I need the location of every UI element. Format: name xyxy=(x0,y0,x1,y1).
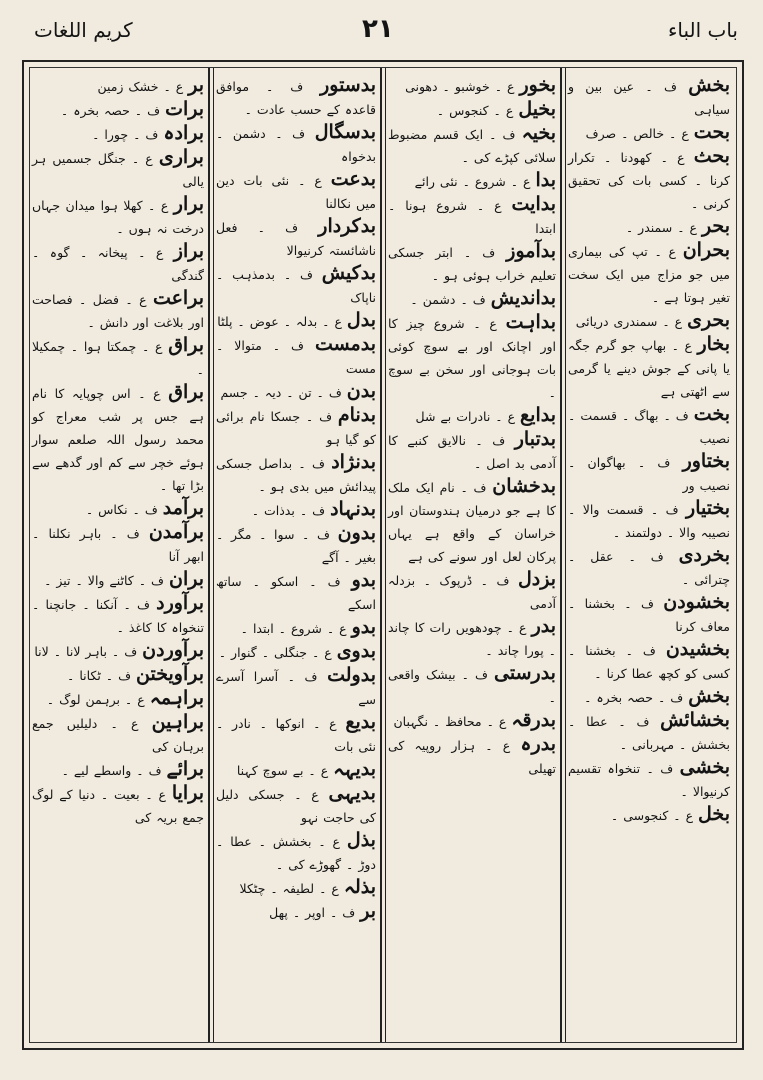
dictionary-entry xyxy=(216,168,376,215)
entry-headword: بذلہ xyxy=(343,876,376,898)
dictionary-column-3 xyxy=(210,68,382,1042)
entry-headword: برآمد xyxy=(162,497,204,519)
dictionary-column-4 xyxy=(26,68,210,1042)
entry-headword: بر xyxy=(188,74,204,96)
entry-headword: بخشی xyxy=(679,756,730,778)
entry-headword: بداندیش xyxy=(490,287,556,309)
entry-definition: ع ۔ انوکھا ۔ نادر ۔ نئی بات xyxy=(216,716,376,754)
entry-definition: ف ۔ ابتر جسکی تعلیم خراب ہوئی ہو ۔ xyxy=(388,245,556,283)
dictionary-entry xyxy=(32,122,204,146)
dictionary-entry xyxy=(568,685,730,709)
entry-headword: بخشودن xyxy=(663,591,730,613)
entry-headword: براہمہ xyxy=(149,687,204,709)
entry-definition: ع ۔ شروع ۔ ابتدا ۔ xyxy=(240,621,347,636)
entry-headword: بخیہ xyxy=(521,122,556,144)
dictionary-entry xyxy=(32,146,204,193)
entry-headword: برایا xyxy=(171,782,204,804)
dictionary-entry xyxy=(568,239,730,309)
entry-definition: ف ۔ قسمت والا ۔ نصیبہ والا ۔ دولتمند ۔ xyxy=(568,502,730,540)
entry-definition: ع ۔ لطیفہ ۔ چٹکلا xyxy=(239,881,339,896)
entry-definition: ف ۔ آسرا آسرے سے xyxy=(216,669,376,707)
dictionary-entry xyxy=(216,758,376,782)
entry-headword: بدستور xyxy=(320,74,376,96)
entry-headword: بداہت xyxy=(505,311,556,333)
entry-definition: ف ۔ دشمن ۔ بدخواہ xyxy=(216,126,376,164)
entry-definition: ف ۔ نام ایک ملک کا ہے جو درمیان ہندوستان اور خراسان کے واقع ہے یہاں پرکان لعل اور سونے کی ہے xyxy=(388,480,556,564)
entry-headword: بدن xyxy=(346,380,376,402)
entry-definition: ع ۔ محافظ ۔ نگہبان xyxy=(393,714,507,729)
entry-definition: ع ۔ بدلہ ۔ عوض ۔ پلٹا xyxy=(217,314,342,329)
entry-definition: ع ۔ کنجوسی ۔ xyxy=(610,808,694,823)
dictionary-entry xyxy=(216,876,376,900)
entry-definition: ع ۔ اس چوپایہ کا نام ہے جس پر شب معراج کو محمد رسول اللہ صلعم سوار ہوئے خچر سے کم اور گدھے سے بڑا تھا ۔ xyxy=(32,386,204,493)
dictionary-entry xyxy=(388,74,556,98)
dictionary-entry xyxy=(388,240,556,287)
entry-headword: برادہ xyxy=(163,122,204,144)
dictionary-entry xyxy=(32,782,204,829)
entry-headword: بدسگال xyxy=(314,121,376,143)
entry-definition: ف ۔ عقل ۔ چترائی ۔ xyxy=(568,549,730,587)
entry-definition: ع ۔ جنگلی ۔ گنوار ۔ xyxy=(218,645,332,660)
entry-definition: ف ۔ تن ۔ دیہ ۔ جسم xyxy=(220,385,342,400)
dictionary-entry xyxy=(216,121,376,168)
dictionary-entry xyxy=(32,240,204,287)
entry-headword: برآورد xyxy=(156,592,204,614)
entry-headword: براری xyxy=(158,146,204,168)
entry-headword: بختاور xyxy=(682,450,730,472)
entry-definition: ع ۔ دلیلیں جمع برہان کی xyxy=(32,716,204,754)
entry-definition: ف ۔ دشمن ۔ xyxy=(410,292,486,307)
entry-headword: بخش xyxy=(688,74,730,96)
dictionary-entry xyxy=(216,711,376,758)
entry-definition: ف ۔ بدمذہب ۔ ناپاک xyxy=(216,267,376,305)
dictionary-entry xyxy=(216,900,376,924)
entry-headword: بدرستی xyxy=(494,662,556,684)
entry-headword: بحت xyxy=(693,121,730,143)
dictionary-entry xyxy=(216,829,376,876)
dictionary-entry xyxy=(568,333,730,403)
entry-headword: بدایع xyxy=(520,404,556,426)
dictionary-entry xyxy=(388,122,556,169)
dictionary-entry xyxy=(216,616,376,640)
entry-definition: ف ۔ متوالا ۔ مست xyxy=(216,338,376,376)
entry-headword: بدنژاد xyxy=(331,451,376,473)
dictionary-entry xyxy=(32,639,204,663)
entry-definition: ف ۔ آنکنا ۔ جانچنا ۔ تنخواہ کا کاغذ ۔ xyxy=(32,597,204,635)
dictionary-entry xyxy=(216,262,376,309)
entry-definition: ف ۔ بخشنا ۔ کسی کو کچھ عطا کرنا ۔ xyxy=(568,643,730,681)
dictionary-entry xyxy=(568,450,730,497)
entry-headword: بحر xyxy=(701,215,730,237)
dictionary-entry xyxy=(32,521,204,568)
entry-definition: ف ۔ جسکا نام برائی کو گیا ہو xyxy=(216,409,376,447)
entry-headword: بدل xyxy=(346,309,376,331)
entry-definition: ف ۔ اسکو ۔ ساتھ اسکے xyxy=(216,574,376,612)
entry-definition: ع ۔ بخشش ۔ عطا ۔ دوڑ ۔ گھوڑے کی ۔ xyxy=(216,834,376,872)
entry-headword: براز xyxy=(173,240,204,262)
entry-definition: ع ۔ خوشبو ۔ دھونی xyxy=(405,79,515,94)
entry-headword: بحران xyxy=(682,239,730,261)
dictionary-entry xyxy=(32,497,204,521)
entry-headword: بدیہہ xyxy=(333,758,376,780)
entry-definition: ف ۔ بداصل جسکی پیدائش میں بدی ہو ۔ xyxy=(216,456,376,494)
entry-definition: ع ۔ بعیت ۔ دنیا کے لوگ جمع بریہ کی xyxy=(32,787,204,825)
entry-definition: ع ۔ کھودنا ۔ تکرار کرنا ۔ کسی بات کی تحقیق کرنی ۔ xyxy=(568,150,730,211)
entry-definition: ف ۔ واسطے لیے ۔ xyxy=(61,763,162,778)
dictionary-entry xyxy=(568,709,730,756)
dictionary-entry xyxy=(32,381,204,497)
entry-definition: ع ۔ شروع ۔ نئی رائے xyxy=(414,174,531,189)
dictionary-column-1 xyxy=(562,68,736,1042)
dictionary-entry xyxy=(388,615,556,662)
dictionary-entry xyxy=(32,98,204,122)
entry-headword: بدنام xyxy=(337,404,376,426)
dictionary-entry xyxy=(568,544,730,591)
entry-definition: ع ۔ چمکتا ہوا ۔ چمکیلا ۔ xyxy=(32,339,204,377)
entry-headword: بدیع xyxy=(345,711,376,733)
entry-definition: ف ۔ ڈرپوک ۔ بزدلہ آدمی xyxy=(388,573,556,611)
entry-definition: ع ۔ نئی بات دین میں نکالنا xyxy=(216,173,376,211)
entry-definition: ف ۔ بھاگوان ۔ نصیب ور xyxy=(568,455,730,493)
dictionary-entry xyxy=(216,522,376,569)
dictionary-entry xyxy=(32,74,204,98)
entry-headword: بدآموز xyxy=(506,240,556,262)
dictionary-entry xyxy=(568,638,730,685)
entry-headword: براہین xyxy=(151,711,204,733)
entry-headword: برآمدن xyxy=(148,521,204,543)
dictionary-entry xyxy=(32,568,204,592)
dictionary-entry xyxy=(568,309,730,333)
entry-definition: ع ۔ شروع چیز کا اور اچانک اور بے سوچ کوئی بات ہوجانی اور سخن بے سوچ ۔ xyxy=(388,316,556,400)
entry-headword: بخشائش xyxy=(660,709,730,731)
dictionary-entry xyxy=(568,591,730,638)
dictionary-entry xyxy=(388,193,556,240)
entry-definition: ع ۔ کنجوس ۔ xyxy=(436,103,514,118)
entry-definition: ع ۔ خشک زمین xyxy=(97,79,184,94)
entry-headword: بدایت xyxy=(511,193,556,215)
entry-headword: برآوردن xyxy=(142,639,204,661)
dictionary-entry xyxy=(568,121,730,145)
dictionary-entry xyxy=(388,733,556,780)
entry-definition: ع ۔ جسکی دلیل کی حاجت نہو xyxy=(216,787,376,825)
dictionary-entry xyxy=(388,98,556,122)
entry-headword: بدرقہ xyxy=(511,709,556,731)
dictionary-column-2 xyxy=(382,68,562,1042)
entry-headword: بدر xyxy=(531,615,556,637)
dictionary-entry xyxy=(568,756,730,803)
dictionary-entry xyxy=(388,311,556,404)
dictionary-entry xyxy=(216,569,376,616)
dictionary-entry xyxy=(216,498,376,522)
dictionary-entry xyxy=(32,663,204,687)
entry-headword: براق xyxy=(168,381,204,403)
entry-headword: بحری xyxy=(687,309,730,331)
dictionary-entry xyxy=(388,287,556,311)
entry-definition: ف ۔ نالایق کنبے کا آدمی بد اصل ۔ xyxy=(388,433,556,471)
dictionary-entry xyxy=(388,169,556,193)
entry-definition: ع ۔ نادرات بے شل xyxy=(415,409,516,424)
entry-headword: بدوی xyxy=(336,640,376,662)
entry-headword: بذل xyxy=(346,829,376,851)
dictionary-entry xyxy=(388,709,556,733)
entry-definition: ف ۔ باہر لانا ۔ لانا xyxy=(34,644,138,659)
entry-definition: ع ۔ برہمن لوگ ۔ xyxy=(46,692,145,707)
dictionary-entry xyxy=(568,215,730,239)
entry-headword: بخش xyxy=(688,685,730,707)
entry-definition: ع ۔ تپ کی بیماری میں جو مزاج میں ایک سخت تغیر ہوتا ہے ۔ xyxy=(568,244,730,305)
dictionary-entry xyxy=(216,640,376,664)
entry-definition: ع ۔ ہزار روپیہ کی تھیلی xyxy=(388,738,556,776)
entry-definition: ف ۔ اوپر ۔ پھل xyxy=(269,905,356,920)
dictionary-entry xyxy=(388,475,556,568)
entry-headword: بدو xyxy=(351,569,376,591)
entry-definition: ف ۔ ایک قسم مضبوط سلائی کپڑے کی ۔ xyxy=(388,127,556,165)
entry-headword: بدیہی xyxy=(328,782,376,804)
dictionary-entry xyxy=(216,664,376,711)
dictionary-entry xyxy=(32,758,204,782)
chapter-title: باب الباء xyxy=(667,18,738,42)
dictionary-entry xyxy=(216,782,376,829)
entry-headword: بخشیدن xyxy=(665,638,730,660)
entry-definition: ع ۔ خالص ۔ صرف xyxy=(585,126,689,141)
dictionary-entry xyxy=(388,428,556,475)
entry-headword: بدون xyxy=(337,522,376,544)
entry-definition: ع ۔ سمندری دریائی xyxy=(575,314,683,329)
entry-definition: ف ۔ باہر نکلنا ۔ ابھر آنا xyxy=(32,526,204,564)
entry-headword: بدکردار xyxy=(318,215,376,237)
entry-definition: ع ۔ جنگل جسمیں ہر یالی xyxy=(32,151,204,189)
dictionary-entry xyxy=(216,333,376,380)
dictionary-entry xyxy=(568,145,730,215)
dictionary-entry xyxy=(32,334,204,381)
entry-headword: برآویختن xyxy=(136,663,204,685)
entry-headword: بر xyxy=(360,900,376,922)
entry-headword: بدمست xyxy=(314,333,376,355)
dictionary-entry xyxy=(32,592,204,639)
entry-definition: ع ۔ بے سوچ کہنا xyxy=(236,763,329,778)
entry-headword: برات xyxy=(165,98,204,120)
entry-definition: ف ۔ بیشک واقعی ۔ xyxy=(388,667,556,705)
entry-headword: بران xyxy=(168,568,204,590)
entry-headword: براعت xyxy=(152,287,204,309)
entry-headword: بدا xyxy=(535,169,556,191)
dictionary-entry xyxy=(388,404,556,428)
entry-headword: بخیل xyxy=(518,98,556,120)
dictionary-entry xyxy=(568,497,730,544)
book-title: کریم اللغات xyxy=(34,18,133,42)
entry-headword: بدتبار xyxy=(514,428,556,450)
entry-headword: بدنہاد xyxy=(330,498,376,520)
entry-definition: ف ۔ سوا ۔ مگر ۔ بغیر ۔ آگے xyxy=(216,527,376,565)
page-header xyxy=(22,14,744,54)
dictionary-entry xyxy=(216,309,376,333)
entry-definition: ف ۔ بھاگ ۔ قسمت ۔ نصیب xyxy=(568,408,730,446)
entry-definition: ف ۔ تنخواہ تقسیم کرنیوالا ۔ xyxy=(568,761,730,799)
dictionary-entry xyxy=(388,568,556,615)
entry-definition: ع ۔ کھلا ہوا میدان جہاں درخت نہ ہوں ۔ xyxy=(32,198,204,236)
dictionary-entry xyxy=(32,287,204,334)
entry-headword: بخار xyxy=(697,333,730,355)
entry-definition: ف ۔ چورا ۔ xyxy=(92,127,159,142)
entry-definition: ع ۔ چودھویں رات کا چاند ۔ پورا چاند ۔ xyxy=(388,620,556,658)
entry-headword: بدکیش xyxy=(321,262,376,284)
entry-definition: ف ۔ موافق قاعدہ کے حسب عادت ۔ xyxy=(216,79,376,117)
entry-headword: بخل xyxy=(698,803,730,825)
entry-headword: بحث xyxy=(693,145,730,167)
dictionary-entry xyxy=(32,193,204,240)
entry-definition: ع ۔ فضل ۔ فصاحت اور بلاغت اور دانش ۔ xyxy=(32,292,204,330)
dictionary-entry xyxy=(216,404,376,451)
dictionary-entry xyxy=(568,803,730,827)
entry-definition: ف ۔ عطا ۔ بخشش ۔ مہربانی ۔ xyxy=(568,714,730,752)
entry-headword: برائے xyxy=(166,758,204,780)
entry-headword: بختیار xyxy=(686,497,730,519)
dictionary-entry xyxy=(216,74,376,121)
entry-definition: ف ۔ فعل ناشائستہ کرنیوالا xyxy=(216,220,376,258)
dictionary-entry xyxy=(568,403,730,450)
entry-definition: ف ۔ ٹکانا ۔ xyxy=(67,668,132,683)
entry-definition: ع ۔ شروع ہونا ۔ ابتدا xyxy=(388,198,556,236)
entry-definition: ف ۔ نکاس ۔ xyxy=(85,502,158,517)
dictionary-entry xyxy=(32,687,204,711)
entry-definition: ع ۔ سمندر ۔ xyxy=(625,220,697,235)
entry-definition: ع ۔ پیخانہ ۔ گوہ ۔ گندگی xyxy=(32,245,204,283)
entry-definition: ف ۔ حصہ بخرہ ۔ xyxy=(60,103,161,118)
entry-definition: ف ۔ کاٹنے والا ۔ تیز ۔ xyxy=(44,573,164,588)
dictionary-entry xyxy=(216,380,376,404)
entry-headword: بخور xyxy=(519,74,556,96)
entry-headword: برار xyxy=(173,193,205,215)
entry-definition: ف ۔ بدذات ۔ xyxy=(251,503,326,518)
entry-headword: بدولت xyxy=(327,664,376,686)
columns-container xyxy=(29,67,737,1043)
dictionary-entry xyxy=(388,662,556,709)
entry-headword: بخردی xyxy=(678,544,730,566)
entry-definition: ف ۔ بخشنا ۔ معاف کرنا xyxy=(568,596,730,634)
dictionary-entry xyxy=(32,711,204,758)
entry-headword: بخت xyxy=(693,403,730,425)
dictionary-entry xyxy=(216,215,376,262)
entry-headword: بدرہ xyxy=(520,733,556,755)
page-frame xyxy=(22,60,744,1050)
entry-headword: بدو xyxy=(351,616,376,638)
entry-headword: بدعت xyxy=(330,168,376,190)
entry-definition: ف ۔ عین بین و سیاہی xyxy=(568,79,730,117)
dictionary-entry xyxy=(568,74,730,121)
dictionary-entry xyxy=(216,451,376,498)
entry-definition: ف ۔ حصہ بخرہ ۔ xyxy=(584,690,684,705)
entry-headword: بدخشان xyxy=(492,475,556,497)
entry-headword: براق xyxy=(168,334,204,356)
entry-headword: بزدل xyxy=(517,568,556,590)
entry-definition: ع ۔ بھاپ جو گرم جگہ یا پانی کے جوش دینے یا گرمی سے اٹھتی ہے xyxy=(568,338,730,399)
page-number: ۲۱ xyxy=(362,14,394,44)
